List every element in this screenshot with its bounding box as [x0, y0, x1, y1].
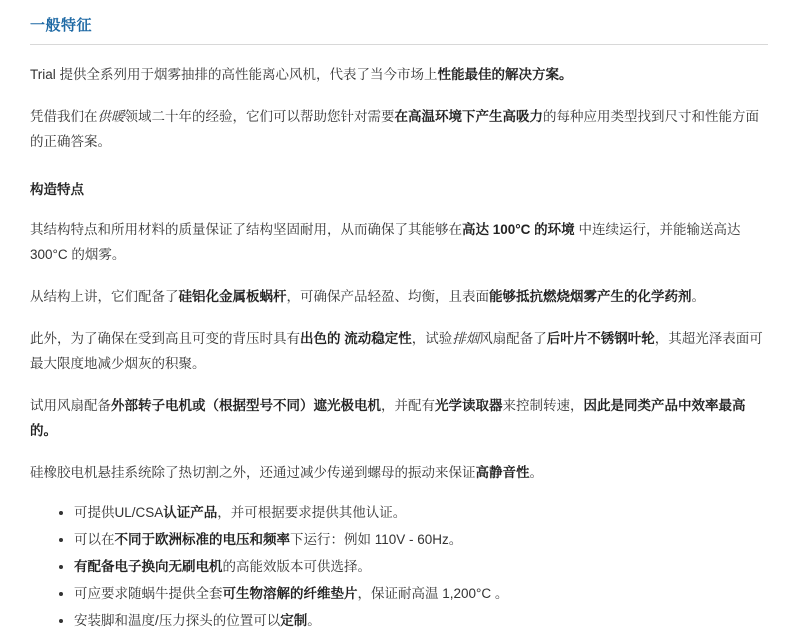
paragraph: 试用风扇配备外部转子电机或（根据型号不同）遮光极电机，并配有光学读取器来控制转速，因此是同类产品中效率最高的。	[30, 398, 746, 438]
paragraph: Trial 提供全系列用于烟雾抽排的高性能离心风机，代表了当今市场上性能最佳的解决方案。	[30, 67, 573, 82]
paragraph: 此外，为了确保在受到高且可变的背压时具有出色的 流动稳定性，试验排烟风扇配备了后叶片不锈钢叶轮，其超光泽表面可最大限度地减少烟灰的积聚。	[30, 331, 763, 371]
paragraph: 硅橡胶电机悬挂系统除了热切割之外，还通过减少传递到螺母的振动来保证高静音性。	[30, 465, 543, 480]
page-title: 一般特征	[30, 17, 93, 34]
list-item: • 可以在不同于欧洲标准的电压和频率下运行：例如 110V - 60Hz。	[74, 528, 768, 551]
document-page	[0, 14, 800, 628]
paragraph: 从结构上讲，它们配备了硅铝化金属板蜗杆，可确保产品轻盈、均衡，且表面能够抵抗燃烧烟雾产生的化学药剂。	[30, 289, 705, 304]
body-block	[30, 217, 768, 485]
paragraph: 其结构特点和所用材料的质量保证了结构坚固耐用，从而确保了其能够在高达 100°C 的环境 中连续运行，并能输送高达 300°C 的烟雾。	[30, 222, 741, 262]
list-item: • 有配备电子换向无刷电机的高能效版本可供选择。	[74, 555, 768, 578]
list-item: • 可应要求随蜗牛提供全套可生物溶解的纤维垫片，保证耐高温 1,200°C 。	[74, 582, 768, 605]
feature-list	[30, 501, 768, 632]
intro-block	[30, 62, 768, 154]
list-item: • 安装脚和温度/压力探头的位置可以定制。	[74, 609, 768, 632]
list-item: • 可提供UL/CSA认证产品，并可根据要求提供其他认证。	[74, 501, 768, 524]
paragraph: 凭借我们在供暖领域二十年的经验，它们可以帮助您针对需要在高温环境下产生高吸力的每种应用类型找到尺寸和性能方面的正确答案。	[30, 109, 759, 149]
subsection-title: 构造特点	[30, 182, 84, 197]
title-divider	[30, 44, 768, 45]
